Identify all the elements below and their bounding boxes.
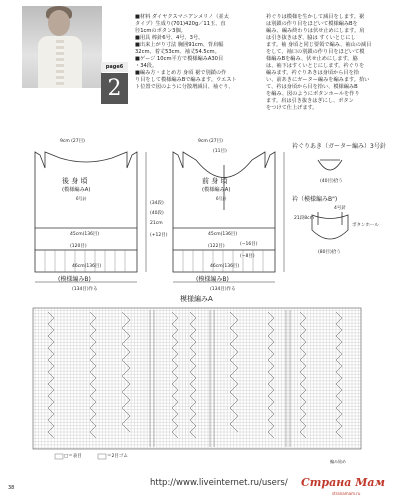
dimension-label: (−16目) [240, 242, 258, 247]
collar-width: 21段8cm [294, 216, 314, 221]
materials-line: り目をして模様編みBで編みます。ウエスト [135, 77, 237, 83]
materials-line: ■用具 棒針6号、4号、3号。 [135, 35, 204, 41]
back-body-needle: 6号針 [76, 196, 87, 201]
instruction-line: 編みます。衿ぐりあきは身頃から目を拾 [266, 70, 359, 76]
collar-gusset-pick: (40目)拾う [320, 179, 343, 184]
front-top-dimension: 9cm (27目) [198, 139, 223, 144]
front-ribbing-label: (模様編みB) [196, 276, 229, 283]
instruction-line: い、前あきにガーター編みを編みます。拾い [266, 77, 370, 83]
materials-line: ■材料 ダイヤクスマニアンメリノ（並太 [135, 14, 229, 20]
back-cast-on: (134目)作る [72, 287, 98, 292]
materials-line: ・34段。 [135, 63, 158, 69]
front-hem-width: 46cm(136目) [210, 264, 240, 269]
instruction-line: 様編みBを編み、伏せ止めにします。脇 [266, 56, 358, 62]
back-top-dimension: 9cm (27目) [60, 139, 85, 144]
page-number: 38 [8, 485, 15, 491]
pattern-number: 2 [101, 73, 128, 104]
materials-line: ■出来上がり寸法 胸囲91cm、背肩幅 [135, 42, 224, 48]
instruction-line: をして、袖口の別鎖の作り目をほどいて模 [266, 49, 365, 55]
front-body-needle: 6号針 [216, 196, 227, 201]
back-body-pattern: (模様編みA) [62, 187, 91, 193]
legend-rib: ＝2目ゴム [107, 454, 128, 459]
watermark-logo: Страна Мам [301, 476, 385, 489]
chart-grid [33, 308, 361, 449]
instruction-line: 編み、編み終わりは伏せ止めにします。肩 [266, 28, 365, 34]
instruction-line: て、衿は身頃から目を拾い、模様編みB [266, 84, 358, 90]
source-url: http://www.liveinternet.ru/users/ [150, 478, 288, 488]
materials-line: タイプ）生成り(701)420g／11玉、直 [135, 21, 226, 27]
materials-line: ト位置で図のように分散増減目、袖ぐり、 [135, 84, 234, 90]
chart-start-note: 編み始め [330, 459, 346, 464]
front-body-label: 前 身 頃 [202, 177, 228, 185]
materials-line: 32cm、着丈53cm、袖丈54.5cm。 [135, 49, 220, 55]
back-chest-dimension: 45cm(136目) [70, 232, 100, 237]
chart-title: 模様編みA [180, 295, 213, 303]
front-chest-dimension: 45cm(136目) [208, 232, 238, 237]
instruction-line: は、袖下はすくいとじにします。衿ぐりを [266, 63, 365, 69]
back-side-stitches: (120目) [70, 244, 87, 249]
dimension-label: (34段) [150, 201, 164, 206]
watermark-url: stranamam.ru [332, 491, 361, 496]
back-body-label: 後 身 頃 [62, 177, 88, 185]
materials-line: ■ゲージ 10cm平方で模様編みA30目 [135, 56, 224, 62]
instruction-line: を編み、図のようにボタンホールを作り [266, 91, 360, 97]
front-side-stitches: (122目) [208, 244, 225, 249]
collar-pick: (80目)拾う [318, 250, 341, 255]
front-neck-stitches: (11目) [213, 149, 227, 154]
instruction-line: 衿ぐりは模様を生かして減目をします。裾 [266, 14, 365, 20]
collar-needle: 4号針 [334, 206, 346, 211]
instruction-line: は引き抜きはぎ、脇は すくいとじにし [266, 35, 356, 41]
back-hem-width: 46cm(136目) [72, 264, 102, 269]
dimension-label: (−8目) [240, 254, 255, 259]
legend-knit-box [55, 454, 63, 459]
collar-label: 衿（模様編みB") [292, 196, 338, 203]
front-cast-on: (134目)作る [210, 287, 236, 292]
materials-line: 径1cmのボタン3個。 [135, 28, 186, 34]
legend-knit: □＝表目 [64, 454, 82, 459]
collar-buttonhole-label: ボタンホール [352, 223, 379, 228]
dimension-label: 21cm [150, 221, 163, 226]
legend-rib-box [98, 454, 106, 459]
collar-gusset-label: 衿ぐりあき（ガーター編み）3号針 [292, 143, 386, 150]
instruction-line: は別鎖の作り目をほどいて模様編みBを [266, 21, 358, 27]
dimension-label: (40段) [150, 211, 164, 216]
instruction-line: ます。肩は引き抜きはぎにし、ボタン [266, 98, 354, 104]
dimension-label: (+12目) [150, 233, 168, 238]
materials-line: ■編み方・まとめ方 身頃 裾で別鎖の作 [135, 70, 227, 76]
instruction-line: ます。袖 身頃と同じ要領で編み、袖山の減目 [266, 42, 372, 48]
instruction-line: をつけて仕上げます。 [266, 105, 318, 111]
page-tag: page6 [101, 62, 128, 72]
back-ribbing-label: (模様編みB) [58, 276, 91, 283]
front-body-pattern: (模様編みA) [202, 187, 231, 193]
